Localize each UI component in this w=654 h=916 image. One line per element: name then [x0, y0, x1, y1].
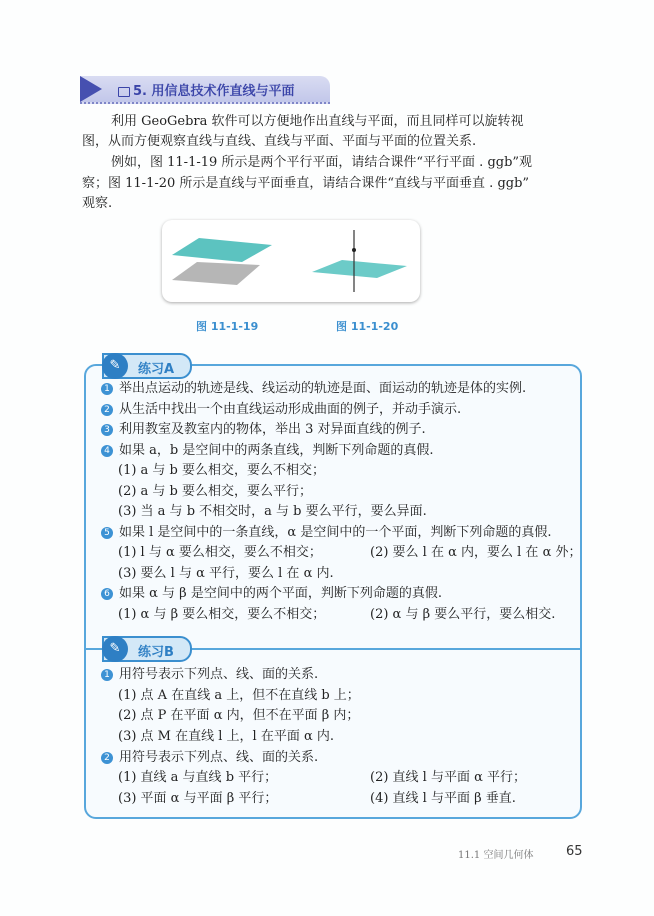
sub-item: (3) 平面 α 与平面 β 平行；	[118, 791, 278, 806]
exercise-item	[101, 525, 551, 541]
exercise-item	[101, 586, 442, 602]
sub-item: (2) a 与 b 要么相交，要么平行；	[118, 484, 313, 499]
sub-item: (2) 要么 l 在 α 内，要么 l 在 α 外；	[370, 545, 582, 560]
sub-item: (2) α 与 β 要么平行，要么相交.	[370, 607, 556, 622]
sub-item: (2) 点 P 在平面 α 内，但不在平面 β 内；	[118, 708, 360, 723]
sub-item: (1) 直线 a 与直线 b 平行；	[118, 770, 278, 785]
parallel-plane-upper	[172, 238, 272, 262]
pencil-icon: ✎	[102, 353, 128, 379]
exercise-a-tag	[102, 353, 192, 379]
exercise-item	[101, 381, 526, 397]
number-badge: 4	[101, 445, 113, 457]
figure-panel	[162, 220, 420, 302]
page-number: 65	[566, 844, 583, 859]
figure-caption: 图 11-1-20	[336, 320, 399, 333]
sub-item: (1) α 与 β 要么相交，要么不相交；	[118, 607, 326, 622]
item-text: 如果 a，b 是空间中的两条直线，判断下列命题的真假.	[119, 443, 434, 458]
figure-illustrations	[162, 220, 420, 302]
sub-item: (3) 当 a 与 b 不相交时，a 与 b 要么平行，要么异面.	[118, 504, 427, 519]
item-text: 用符号表示下列点、线、面的关系.	[119, 667, 319, 682]
sub-item: (2) 直线 l 与平面 α 平行；	[370, 770, 527, 785]
exercise-item	[101, 443, 433, 459]
item-text: 如果 l 是空间中的一条直线，α 是空间中的一个平面，判断下列命题的真假.	[119, 525, 552, 540]
intro-line: 利用 GeoGebra 软件可以方便地作出直线与平面，而且同样可以旋转视	[111, 114, 524, 129]
number-badge: 3	[101, 424, 113, 436]
perpendicular-plane	[312, 260, 407, 278]
exercise-a-title: 练习A	[138, 362, 175, 377]
exercise-item	[101, 750, 318, 766]
item-text: 用符号表示下列点、线、面的关系.	[119, 750, 319, 765]
intro-line: 察；图 11-1-20 所示是直线与平面垂直，请结合课件“直线与平面垂直 . ggb”	[82, 176, 530, 191]
exercise-item	[101, 402, 461, 418]
section-title: 5. 用信息技术作直线与平面	[133, 84, 295, 99]
number-badge: 2	[101, 752, 113, 764]
item-text: 从生活中找出一个由直线运动形成曲面的例子，并动手演示.	[119, 402, 462, 417]
number-badge: 1	[101, 383, 113, 395]
number-badge: 6	[101, 588, 113, 600]
item-text: 利用教室及教室内的物体，举出 3 对异面直线的例子.	[119, 422, 426, 437]
intro-line: 例如，图 11-1-19 所示是两个平行平面，请结合课件“平行平面 . ggb”观	[111, 155, 533, 170]
exercise-b-title: 练习B	[138, 645, 174, 660]
sub-item: (3) 要么 l 与 α 平行，要么 l 在 α 内.	[118, 566, 334, 581]
line-point	[352, 248, 356, 252]
exercise-b-tag	[102, 636, 192, 662]
sub-item: (1) a 与 b 要么相交，要么不相交；	[118, 463, 326, 478]
parallel-plane-lower	[172, 262, 260, 285]
computer-icon	[118, 87, 130, 97]
item-text: 举出点运动的轨迹是线、线运动的轨迹是面、面运动的轨迹是体的实例.	[119, 381, 527, 396]
footer-chapter: 11.1 空间几何体	[458, 850, 534, 861]
exercise-item	[101, 667, 318, 683]
number-badge: 5	[101, 527, 113, 539]
sub-item: (1) l 与 α 要么相交，要么不相交；	[118, 545, 322, 560]
number-badge: 1	[101, 669, 113, 681]
triangle-icon	[80, 76, 102, 102]
item-text: 如果 α 与 β 是空间中的两个平面，判断下列命题的真假.	[119, 586, 442, 601]
section-banner	[80, 76, 330, 104]
intro-line: 图，从而方便观察直线与直线、直线与平面、平面与平面的位置关系.	[82, 134, 477, 149]
sub-item: (3) 点 M 在直线 l 上，l 在平面 α 内.	[118, 729, 335, 744]
number-badge: 2	[101, 404, 113, 416]
sub-item: (1) 点 A 在直线 a 上，但不在直线 b 上；	[118, 688, 360, 703]
figure-caption: 图 11-1-19	[196, 320, 259, 333]
sub-item: (4) 直线 l 与平面 β 垂直.	[370, 791, 516, 806]
exercise-item	[101, 422, 426, 438]
pencil-icon: ✎	[102, 636, 128, 662]
intro-line: 观察.	[82, 196, 113, 211]
